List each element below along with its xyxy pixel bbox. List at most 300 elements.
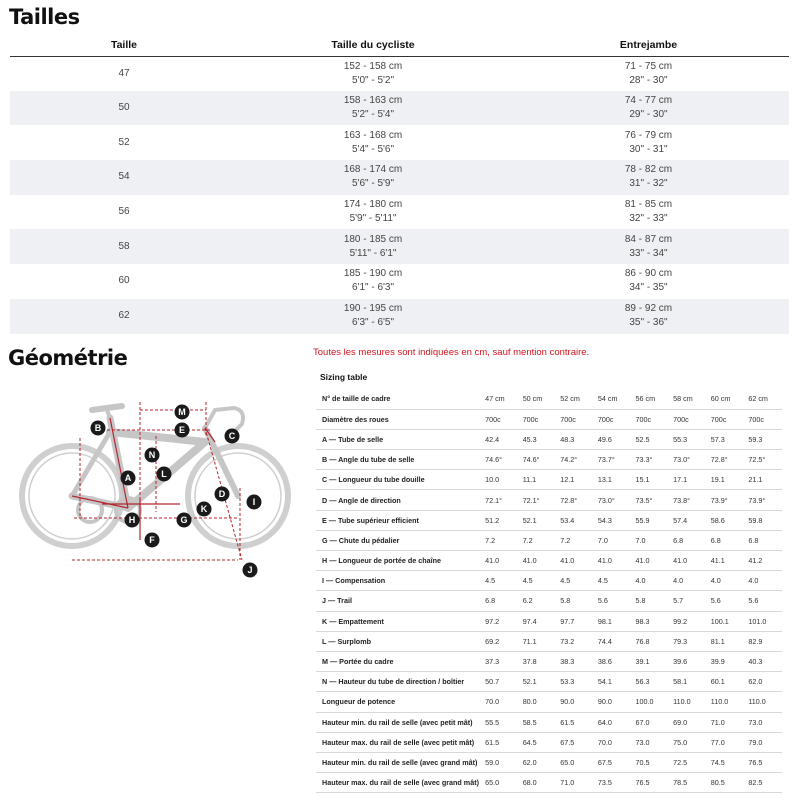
inseam-in: 35" - 36" <box>629 317 668 329</box>
geometry-value: 41.0 <box>632 551 670 571</box>
geometry-value: 700c <box>519 409 557 429</box>
geometry-value: 71.0 <box>707 712 745 732</box>
geometry-value: 49.6 <box>594 429 632 449</box>
rider-height-cm: 158 - 163 cm <box>343 95 403 107</box>
inseam-cm: 86 - 90 cm <box>624 268 673 280</box>
size-value: 58 <box>10 229 238 264</box>
geometry-value: 97.2 <box>481 611 519 631</box>
geometry-value: 69.0 <box>669 712 707 732</box>
geometry-value: 15.1 <box>632 470 670 490</box>
diagram-label-c <box>225 429 240 444</box>
geometry-value: 73.0° <box>669 450 707 470</box>
geometry-value: 74.2° <box>556 450 594 470</box>
geometry-value: 5.6 <box>707 591 745 611</box>
geometry-value: 5.7 <box>669 591 707 611</box>
size-value: 54 <box>10 160 238 195</box>
size-value: 50 <box>10 91 238 126</box>
geometry-value: 7.0 <box>632 530 670 550</box>
geometry-label: Hauteur max. du rail de selle (avec grand mât) <box>316 773 481 793</box>
geometry-value: 70.5 <box>632 752 670 772</box>
geometry-title: Géométrie <box>8 346 128 370</box>
svg-text:I: I <box>252 497 256 508</box>
geometry-table <box>316 389 782 793</box>
geometry-value: 72.5 <box>669 752 707 772</box>
rider-height-cm: 185 - 190 cm <box>343 268 403 280</box>
inseam-cell <box>508 229 789 264</box>
inseam-in: 33" - 34" <box>629 247 668 259</box>
geometry-value: 40.3 <box>744 651 782 671</box>
geometry-value: 50 cm <box>519 389 557 409</box>
geometry-value: 6.8 <box>481 591 519 611</box>
diagram-label-d <box>215 487 230 502</box>
rider-height-cm: 174 - 180 cm <box>343 199 403 211</box>
size-value: 62 <box>10 299 238 334</box>
rider-height-in: 6'1" - 6'3" <box>351 282 395 294</box>
geometry-label: A — Tube de selle <box>316 429 481 449</box>
geometry-value: 41.0 <box>481 551 519 571</box>
geometry-value: 5.8 <box>632 591 670 611</box>
geometry-value: 4.5 <box>556 571 594 591</box>
geometry-value: 73.7° <box>594 450 632 470</box>
geometry-value: 700c <box>669 409 707 429</box>
rider-height-cm: 168 - 174 cm <box>343 164 403 176</box>
geometry-value: 4.5 <box>594 571 632 591</box>
geometry-value: 39.9 <box>707 651 745 671</box>
geometry-row <box>316 672 782 692</box>
geometry-value: 700c <box>594 409 632 429</box>
geometry-value: 72.8° <box>556 490 594 510</box>
geometry-row <box>316 429 782 449</box>
geometry-value: 53.3 <box>556 672 594 692</box>
geometry-value: 73.5 <box>594 773 632 793</box>
inseam-cm: 89 - 92 cm <box>624 303 673 315</box>
rider-height-cm: 190 - 195 cm <box>343 303 403 315</box>
rider-height-in: 5'6" - 5'9" <box>351 178 395 190</box>
diagram-label-j <box>243 563 258 578</box>
geometry-value: 82.9 <box>744 631 782 651</box>
geometry-value: 65.0 <box>556 752 594 772</box>
diagram-label-b <box>91 421 106 436</box>
geometry-label: Hauteur min. du rail de selle (avec grand mât) <box>316 752 481 772</box>
geometry-value: 7.0 <box>594 530 632 550</box>
rider-height-in: 5'2" - 5'4" <box>351 109 395 121</box>
rider-height-cell <box>238 125 508 160</box>
svg-text:H: H <box>128 515 136 526</box>
geometry-value: 60.1 <box>707 672 745 692</box>
geometry-value: 52.5 <box>632 429 670 449</box>
geometry-value: 76.8 <box>632 631 670 651</box>
size-row <box>10 299 789 334</box>
geometry-label: B — Angle du tube de selle <box>316 450 481 470</box>
geometry-value: 58.1 <box>669 672 707 692</box>
inseam-cell <box>508 299 789 334</box>
geometry-label: C — Longueur du tube douille <box>316 470 481 490</box>
inseam-in: 30" - 31" <box>629 143 668 155</box>
geometry-value: 41.0 <box>669 551 707 571</box>
geometry-value: 97.7 <box>556 611 594 631</box>
sizes-table <box>10 34 789 334</box>
geometry-value: 59.8 <box>744 510 782 530</box>
geometry-value: 6.8 <box>707 530 745 550</box>
geometry-value: 38.3 <box>556 651 594 671</box>
geometry-value: 68.0 <box>519 773 557 793</box>
geometry-row <box>316 409 782 429</box>
svg-text:J: J <box>247 565 253 576</box>
size-value: 47 <box>118 67 130 79</box>
rider-height-cm: 180 - 185 cm <box>343 233 403 245</box>
geometry-value: 57.4 <box>669 510 707 530</box>
diagram-label-h <box>125 513 140 528</box>
geometry-value: 700c <box>632 409 670 429</box>
geometry-row <box>316 611 782 631</box>
size-value: 60 <box>118 275 130 287</box>
inseam-cell <box>508 264 789 299</box>
geometry-row <box>316 450 782 470</box>
geometry-value: 51.2 <box>481 510 519 530</box>
geometry-value: 80.0 <box>519 692 557 712</box>
svg-text:N: N <box>148 450 156 461</box>
inseam-cm: 76 - 79 cm <box>624 129 673 141</box>
geometry-value: 61.5 <box>556 712 594 732</box>
geometry-label: H — Longueur de portée de chaîne <box>316 551 481 571</box>
geometry-value: 37.8 <box>519 651 557 671</box>
geometry-value: 67.0 <box>632 712 670 732</box>
geometry-row <box>316 752 782 772</box>
geometry-value: 73.8° <box>669 490 707 510</box>
geometry-value: 4.5 <box>519 571 557 591</box>
geometry-value: 72.1° <box>481 490 519 510</box>
geometry-value: 42.4 <box>481 429 519 449</box>
geometry-value: 5.6 <box>744 591 782 611</box>
rider-height-cell <box>238 91 508 126</box>
sizes-title: Tailles <box>9 5 80 29</box>
svg-text:M: M <box>178 407 186 418</box>
header-inseam: Entrejambe <box>508 34 789 56</box>
rider-height-cell <box>238 229 508 264</box>
geometry-value: 72.1° <box>519 490 557 510</box>
geometry-value: 73.3° <box>632 450 670 470</box>
size-row <box>10 160 789 195</box>
geometry-label: K — Empattement <box>316 611 481 631</box>
geometry-value: 79.3 <box>669 631 707 651</box>
geometry-value: 52 cm <box>556 389 594 409</box>
geometry-value: 56 cm <box>632 389 670 409</box>
geometry-value: 41.2 <box>744 551 782 571</box>
geometry-value: 98.3 <box>632 611 670 631</box>
geometry-value: 12.1 <box>556 470 594 490</box>
geometry-value: 41.0 <box>594 551 632 571</box>
sizing-table-caption: Sizing table <box>320 372 368 382</box>
size-row <box>10 229 789 264</box>
geometry-value: 54.3 <box>594 510 632 530</box>
geometry-value: 64.5 <box>519 732 557 752</box>
units-note: Toutes les mesures sont indiquées en cm, sauf mention contraire. <box>313 347 590 358</box>
inseam-cm: 81 - 85 cm <box>624 199 673 211</box>
geometry-value: 5.8 <box>556 591 594 611</box>
geometry-value: 54.1 <box>594 672 632 692</box>
geometry-row <box>316 732 782 752</box>
sizes-header-row <box>10 34 789 56</box>
header-rider-height: Taille du cycliste <box>238 34 508 56</box>
geometry-value: 72.8° <box>707 450 745 470</box>
geometry-value: 52.1 <box>519 510 557 530</box>
geometry-value: 10.0 <box>481 470 519 490</box>
inseam-in: 34" - 35" <box>629 282 668 294</box>
svg-text:K: K <box>200 504 208 515</box>
geometry-label: Diamètre des roues <box>316 409 481 429</box>
geometry-label: N — Hauteur du tube de direction / boîtier <box>316 672 481 692</box>
inseam-in: 31" - 32" <box>629 178 668 190</box>
geometry-value: 73.0 <box>744 712 782 732</box>
geometry-row <box>316 470 782 490</box>
geometry-value: 77.0 <box>707 732 745 752</box>
geometry-value: 76.5 <box>744 752 782 772</box>
geometry-value: 41.1 <box>707 551 745 571</box>
geometry-row <box>316 551 782 571</box>
geometry-value: 97.4 <box>519 611 557 631</box>
geometry-row <box>316 631 782 651</box>
geometry-value: 700c <box>707 409 745 429</box>
geometry-value: 6.2 <box>519 591 557 611</box>
geometry-label: M — Portée du cadre <box>316 651 481 671</box>
diagram-label-n <box>145 448 160 463</box>
geometry-value: 55.9 <box>632 510 670 530</box>
geometry-value: 74.6° <box>481 450 519 470</box>
rider-height-in: 5'11" - 6'1" <box>349 247 397 259</box>
geometry-value: 60 cm <box>707 389 745 409</box>
diagram-label-l <box>157 467 172 482</box>
geometry-label: G — Chute du pédalier <box>316 530 481 550</box>
rider-height-in: 5'0" - 5'2" <box>351 74 395 86</box>
geometry-value: 58 cm <box>669 389 707 409</box>
geometry-value: 73.9° <box>744 490 782 510</box>
bike-geometry-diagram <box>10 380 300 580</box>
svg-text:L: L <box>161 469 167 480</box>
geometry-value: 64.0 <box>594 712 632 732</box>
rider-height-in: 5'4" - 5'6" <box>351 143 395 155</box>
rider-height-cm: 163 - 168 cm <box>343 129 403 141</box>
geometry-value: 4.0 <box>632 571 670 591</box>
geometry-label: Hauteur max. du rail de selle (avec petit mât) <box>316 732 481 752</box>
geometry-label: Longueur de potence <box>316 692 481 712</box>
geometry-value: 700c <box>556 409 594 429</box>
inseam-in: 29" - 30" <box>629 109 668 121</box>
inseam-cell <box>508 125 789 160</box>
geometry-value: 58.6 <box>707 510 745 530</box>
geometry-value: 59.0 <box>481 752 519 772</box>
geometry-value: 57.3 <box>707 429 745 449</box>
size-row <box>10 195 789 230</box>
geometry-value: 7.2 <box>556 530 594 550</box>
svg-text:D: D <box>218 489 226 500</box>
geometry-value: 7.2 <box>481 530 519 550</box>
geometry-value: 6.8 <box>669 530 707 550</box>
geometry-value: 53.4 <box>556 510 594 530</box>
geometry-row <box>316 490 782 510</box>
geometry-value: 81.1 <box>707 631 745 651</box>
geometry-value: 61.5 <box>481 732 519 752</box>
inseam-cell <box>508 56 789 91</box>
svg-text:A: A <box>124 473 132 484</box>
diagram-label-f <box>145 533 160 548</box>
inseam-cell <box>508 195 789 230</box>
geometry-label: D — Angle de direction <box>316 490 481 510</box>
geometry-label: E — Tube supérieur efficient <box>316 510 481 530</box>
geometry-row <box>316 692 782 712</box>
svg-text:C: C <box>228 431 236 442</box>
geometry-value: 13.1 <box>594 470 632 490</box>
geometry-value: 700c <box>744 409 782 429</box>
inseam-cm: 71 - 75 cm <box>624 60 673 72</box>
inseam-in: 28" - 30" <box>629 74 668 86</box>
geometry-value: 70.0 <box>594 732 632 752</box>
diagram-label-g <box>177 513 192 528</box>
rider-height-cell <box>238 299 508 334</box>
geometry-value: 73.2 <box>556 631 594 651</box>
svg-text:G: G <box>180 515 188 526</box>
geometry-value: 100.1 <box>707 611 745 631</box>
geometry-value: 71.0 <box>556 773 594 793</box>
svg-text:E: E <box>178 425 186 436</box>
geometry-row <box>316 510 782 530</box>
geometry-row <box>316 591 782 611</box>
inseam-cm: 78 - 82 cm <box>624 164 673 176</box>
geometry-value: 52.1 <box>519 672 557 692</box>
geometry-value: 48.3 <box>556 429 594 449</box>
inseam-cell <box>508 91 789 126</box>
geometry-label: J — Trail <box>316 591 481 611</box>
size-row <box>10 56 789 91</box>
geometry-value: 47 cm <box>481 389 519 409</box>
rider-height-cell <box>238 56 508 91</box>
geometry-value: 4.0 <box>744 571 782 591</box>
geometry-value: 700c <box>481 409 519 429</box>
geometry-value: 65.0 <box>481 773 519 793</box>
geometry-value: 72.5° <box>744 450 782 470</box>
diagram-label-m <box>175 405 190 420</box>
geometry-value: 55.5 <box>481 712 519 732</box>
geometry-value: 73.5° <box>632 490 670 510</box>
geometry-value: 73.9° <box>707 490 745 510</box>
size-row <box>10 125 789 160</box>
geometry-value: 38.6 <box>594 651 632 671</box>
geometry-value: 73.0 <box>632 732 670 752</box>
geometry-value: 110.0 <box>707 692 745 712</box>
inseam-cm: 74 - 77 cm <box>624 95 673 107</box>
geometry-value: 80.5 <box>707 773 745 793</box>
geometry-value: 74.6° <box>519 450 557 470</box>
geometry-label: I — Compensation <box>316 571 481 591</box>
geometry-row <box>316 773 782 793</box>
geometry-value: 78.5 <box>669 773 707 793</box>
geometry-value: 70.0 <box>481 692 519 712</box>
geometry-value: 69.2 <box>481 631 519 651</box>
geometry-value: 90.0 <box>556 692 594 712</box>
geometry-value: 54 cm <box>594 389 632 409</box>
geometry-value: 62.0 <box>744 672 782 692</box>
geometry-value: 67.5 <box>594 752 632 772</box>
geometry-value: 99.2 <box>669 611 707 631</box>
diagram-label-i <box>247 495 262 510</box>
size-value: 52 <box>118 136 130 148</box>
geometry-value: 101.0 <box>744 611 782 631</box>
geometry-value: 59.3 <box>744 429 782 449</box>
geometry-value: 21.1 <box>744 470 782 490</box>
geometry-label: L — Surplomb <box>316 631 481 651</box>
geometry-value: 41.0 <box>519 551 557 571</box>
diagram-label-k <box>197 502 212 517</box>
geometry-row <box>316 530 782 550</box>
geometry-value: 100.0 <box>632 692 670 712</box>
geometry-value: 56.3 <box>632 672 670 692</box>
geometry-value: 4.0 <box>669 571 707 591</box>
geometry-value: 74.4 <box>594 631 632 651</box>
geometry-value: 98.1 <box>594 611 632 631</box>
geometry-value: 62 cm <box>744 389 782 409</box>
geometry-value: 11.1 <box>519 470 557 490</box>
geometry-value: 39.6 <box>669 651 707 671</box>
geometry-value: 4.0 <box>707 571 745 591</box>
geometry-value: 73.0° <box>594 490 632 510</box>
size-value: 56 <box>118 206 130 218</box>
geometry-value: 4.5 <box>481 571 519 591</box>
inseam-in: 32" - 33" <box>629 213 668 225</box>
diagram-label-a <box>121 471 136 486</box>
geometry-row <box>316 389 782 409</box>
geometry-value: 55.3 <box>669 429 707 449</box>
rider-height-cm: 152 - 158 cm <box>343 60 403 72</box>
geometry-value: 6.8 <box>744 530 782 550</box>
rider-height-in: 6'3" - 6'5" <box>351 317 395 329</box>
size-row <box>10 264 789 299</box>
geometry-row <box>316 712 782 732</box>
geometry-value: 17.1 <box>669 470 707 490</box>
geometry-row <box>316 571 782 591</box>
geometry-value: 39.1 <box>632 651 670 671</box>
geometry-value: 5.6 <box>594 591 632 611</box>
geometry-value: 76.5 <box>632 773 670 793</box>
geometry-value: 110.0 <box>744 692 782 712</box>
geometry-value: 82.5 <box>744 773 782 793</box>
geometry-value: 79.0 <box>744 732 782 752</box>
geometry-value: 110.0 <box>669 692 707 712</box>
rider-height-cell <box>238 195 508 230</box>
geometry-value: 50.7 <box>481 672 519 692</box>
geometry-value: 19.1 <box>707 470 745 490</box>
inseam-cell <box>508 160 789 195</box>
geometry-value: 37.3 <box>481 651 519 671</box>
geometry-value: 7.2 <box>519 530 557 550</box>
rider-height-cell <box>238 160 508 195</box>
svg-text:F: F <box>149 535 155 546</box>
geometry-value: 45.3 <box>519 429 557 449</box>
geometry-value: 75.0 <box>669 732 707 752</box>
geometry-row <box>316 651 782 671</box>
geometry-value: 58.5 <box>519 712 557 732</box>
geometry-value: 90.0 <box>594 692 632 712</box>
geometry-label: Hauteur min. du rail de selle (avec petit mât) <box>316 712 481 732</box>
geometry-label: N° de taille de cadre <box>316 389 481 409</box>
rider-height-cell <box>238 264 508 299</box>
geometry-value: 41.0 <box>556 551 594 571</box>
svg-text:B: B <box>94 423 102 434</box>
inseam-cm: 84 - 87 cm <box>624 233 673 245</box>
geometry-value: 67.5 <box>556 732 594 752</box>
rider-height-in: 5'9" - 5'11" <box>349 213 397 225</box>
geometry-value: 74.5 <box>707 752 745 772</box>
diagram-label-e <box>175 423 190 438</box>
geometry-value: 62.0 <box>519 752 557 772</box>
